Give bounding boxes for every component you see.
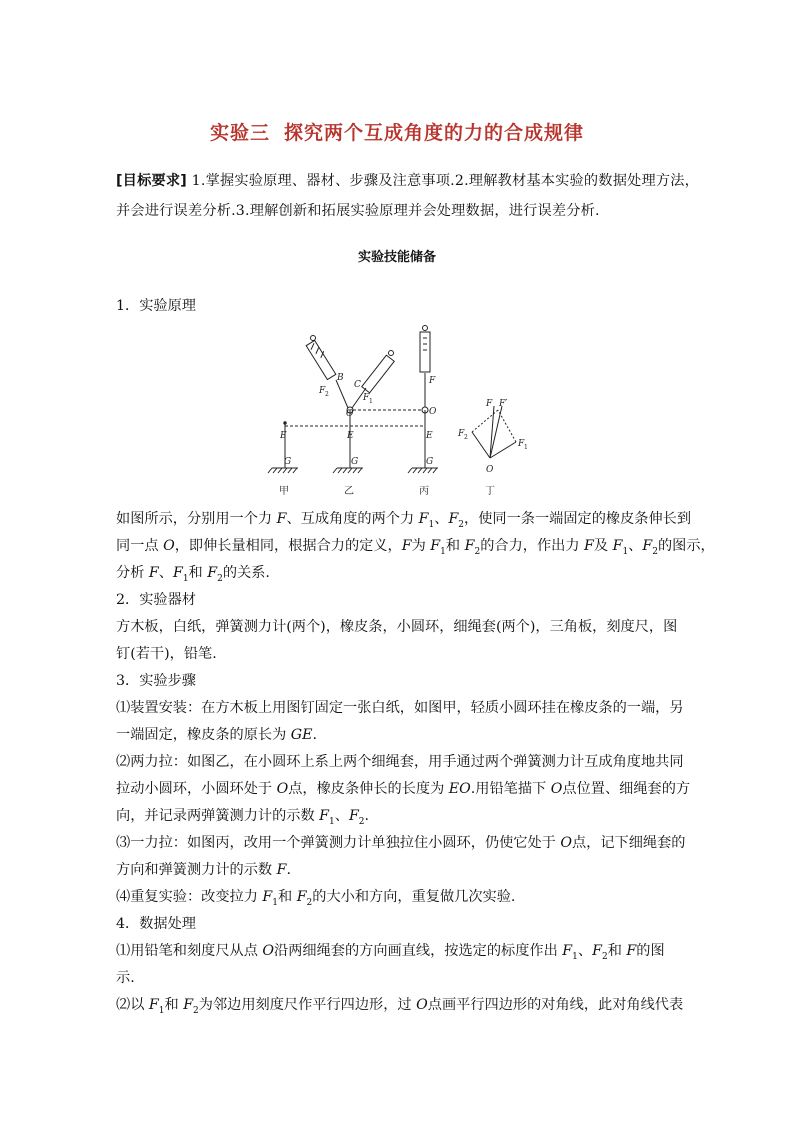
goal-tag: [目标要求] [116,173,187,189]
label-e-jia: E [280,431,287,441]
figure-ding [472,406,516,458]
page-title [0,118,794,145]
label-b: B [337,373,344,383]
label-g-jia: G [284,457,292,467]
goal-paragraph [116,166,700,226]
caption-jia: 甲 [279,486,289,497]
label-f2-ding-sub: 2 [464,434,468,441]
label-f2-ding: F [458,429,465,439]
s2-heading: 2．实验器材 [116,592,196,608]
s3-c-line2: 方向和弹簧测力计的示数 F. [116,862,291,878]
figure-yi [306,336,394,474]
experiment-figure [260,318,540,500]
label-f1-ding: F [518,439,525,449]
section-heading: 实验技能储备 [357,250,436,265]
title-part1: 实验三 [209,122,270,144]
label-o-yi: O [346,409,354,419]
label-f1-yi: F [363,393,370,403]
s1-text-line2: 同一点 O，即伸长量相同，根据合力的定义，F为 $F_1$和 $F_2$的合力，作出力 F及 $F_1$、$F_2$的图示， [116,538,715,557]
label-g-bing: G [426,457,434,467]
label-f-bing: F [429,376,436,386]
label-o-bing: O [429,407,437,417]
label-f2-yi: F [319,386,326,396]
label-f-ding: F [486,399,493,409]
caption-yi: 乙 [344,486,354,497]
label-fp-ding: F′ [499,399,508,409]
label-f1-yi-sub: 1 [369,398,373,405]
title-part2: 探究两个互成角度的力的合成规律 [284,122,585,144]
s3-a-line2: 一端固定，橡皮条的原长为 GE. [116,727,317,743]
s3-c-line1: ⑶一力拉：如图丙，改用一个弹簧测力计单独拉住小圆环，仍使它处于 O点，记下细绳套的 [116,835,686,851]
label-f2-yi-sub: 2 [325,391,329,398]
s4-a-line2: 示. [116,970,135,986]
s3-heading: 3．实验步骤 [116,673,196,689]
goal-line1: 1.掌握实验原理、器材、步骤及注意事项.2.理解教材基本实验的数据处理方法， [191,173,700,189]
s3-b-line2: 拉动小圆环，小圆环处于 O点，橡皮条伸长的长度为 EO.用铅笔描下 O点位置、细绳套的方 [116,781,691,797]
label-g-yi: G [351,457,359,467]
s2-line1: 方木板，白纸，弹簧测力计(两个)，橡皮条，小圆环，细绳套(两个)，三角板，刻度尺，图 [116,619,678,635]
label-e-yi: E [347,431,354,441]
caption-bing: 丙 [419,486,429,497]
s4-b-line1: ⑵以 $F_1$和 $F_2$为邻边用刻度尺作平行四边形，过 O点画平行四边形的对角线，此对角线代表 [116,997,684,1016]
s3-b-line3: 向，并记录两弹簧测力计的示数 $F_1$、$F_2$. [116,808,370,827]
label-e-bing: E [426,431,433,441]
goal-line2: 并会进行误差分析.3.理解创新和拓展实验原理并会处理数据，进行误差分析. [116,203,600,219]
s4-a-line1: ⑴用铅笔和刻度尺从点 O沿两细绳套的方向画直线，按选定的标度作出 $F_1$、$F_2$和 F的图 [116,943,665,962]
s3-d-line1: ⑷重复实验：改变拉力 $F_1$和 $F_2$的大小和方向，重复做几次实验. [116,889,516,908]
label-o-ding: O [486,465,494,475]
figure-bing [408,326,438,474]
s1-heading: 1．实验原理 [116,298,196,314]
label-f1-ding-sub: 1 [524,444,528,451]
s1-text-line3: 分析 F、$F_1$和 $F_2$的关系. [116,565,270,584]
s4-heading: 4．数据处理 [116,916,196,932]
s1-text-line1: 如图所示，分别用一个力 F、互成角度的两个力 $F_1$、$F_2$，使同一条一端固定的橡皮条伸长到 [116,511,692,530]
s3-a-line1: ⑴装置安装：在方木板上用图钉固定一张白纸，如图甲，轻质小圆环挂在橡皮条的一端，另 [116,700,684,716]
s2-line2: 钉(若干)，铅笔. [116,646,217,662]
label-c: C [354,380,361,390]
figure-jia [268,422,298,473]
s3-b-line1: ⑵两力拉：如图乙，在小圆环上系上两个细绳套，用手通过两个弹簧测力计互成角度地共同 [116,754,684,770]
caption-ding: 丁 [485,486,495,497]
